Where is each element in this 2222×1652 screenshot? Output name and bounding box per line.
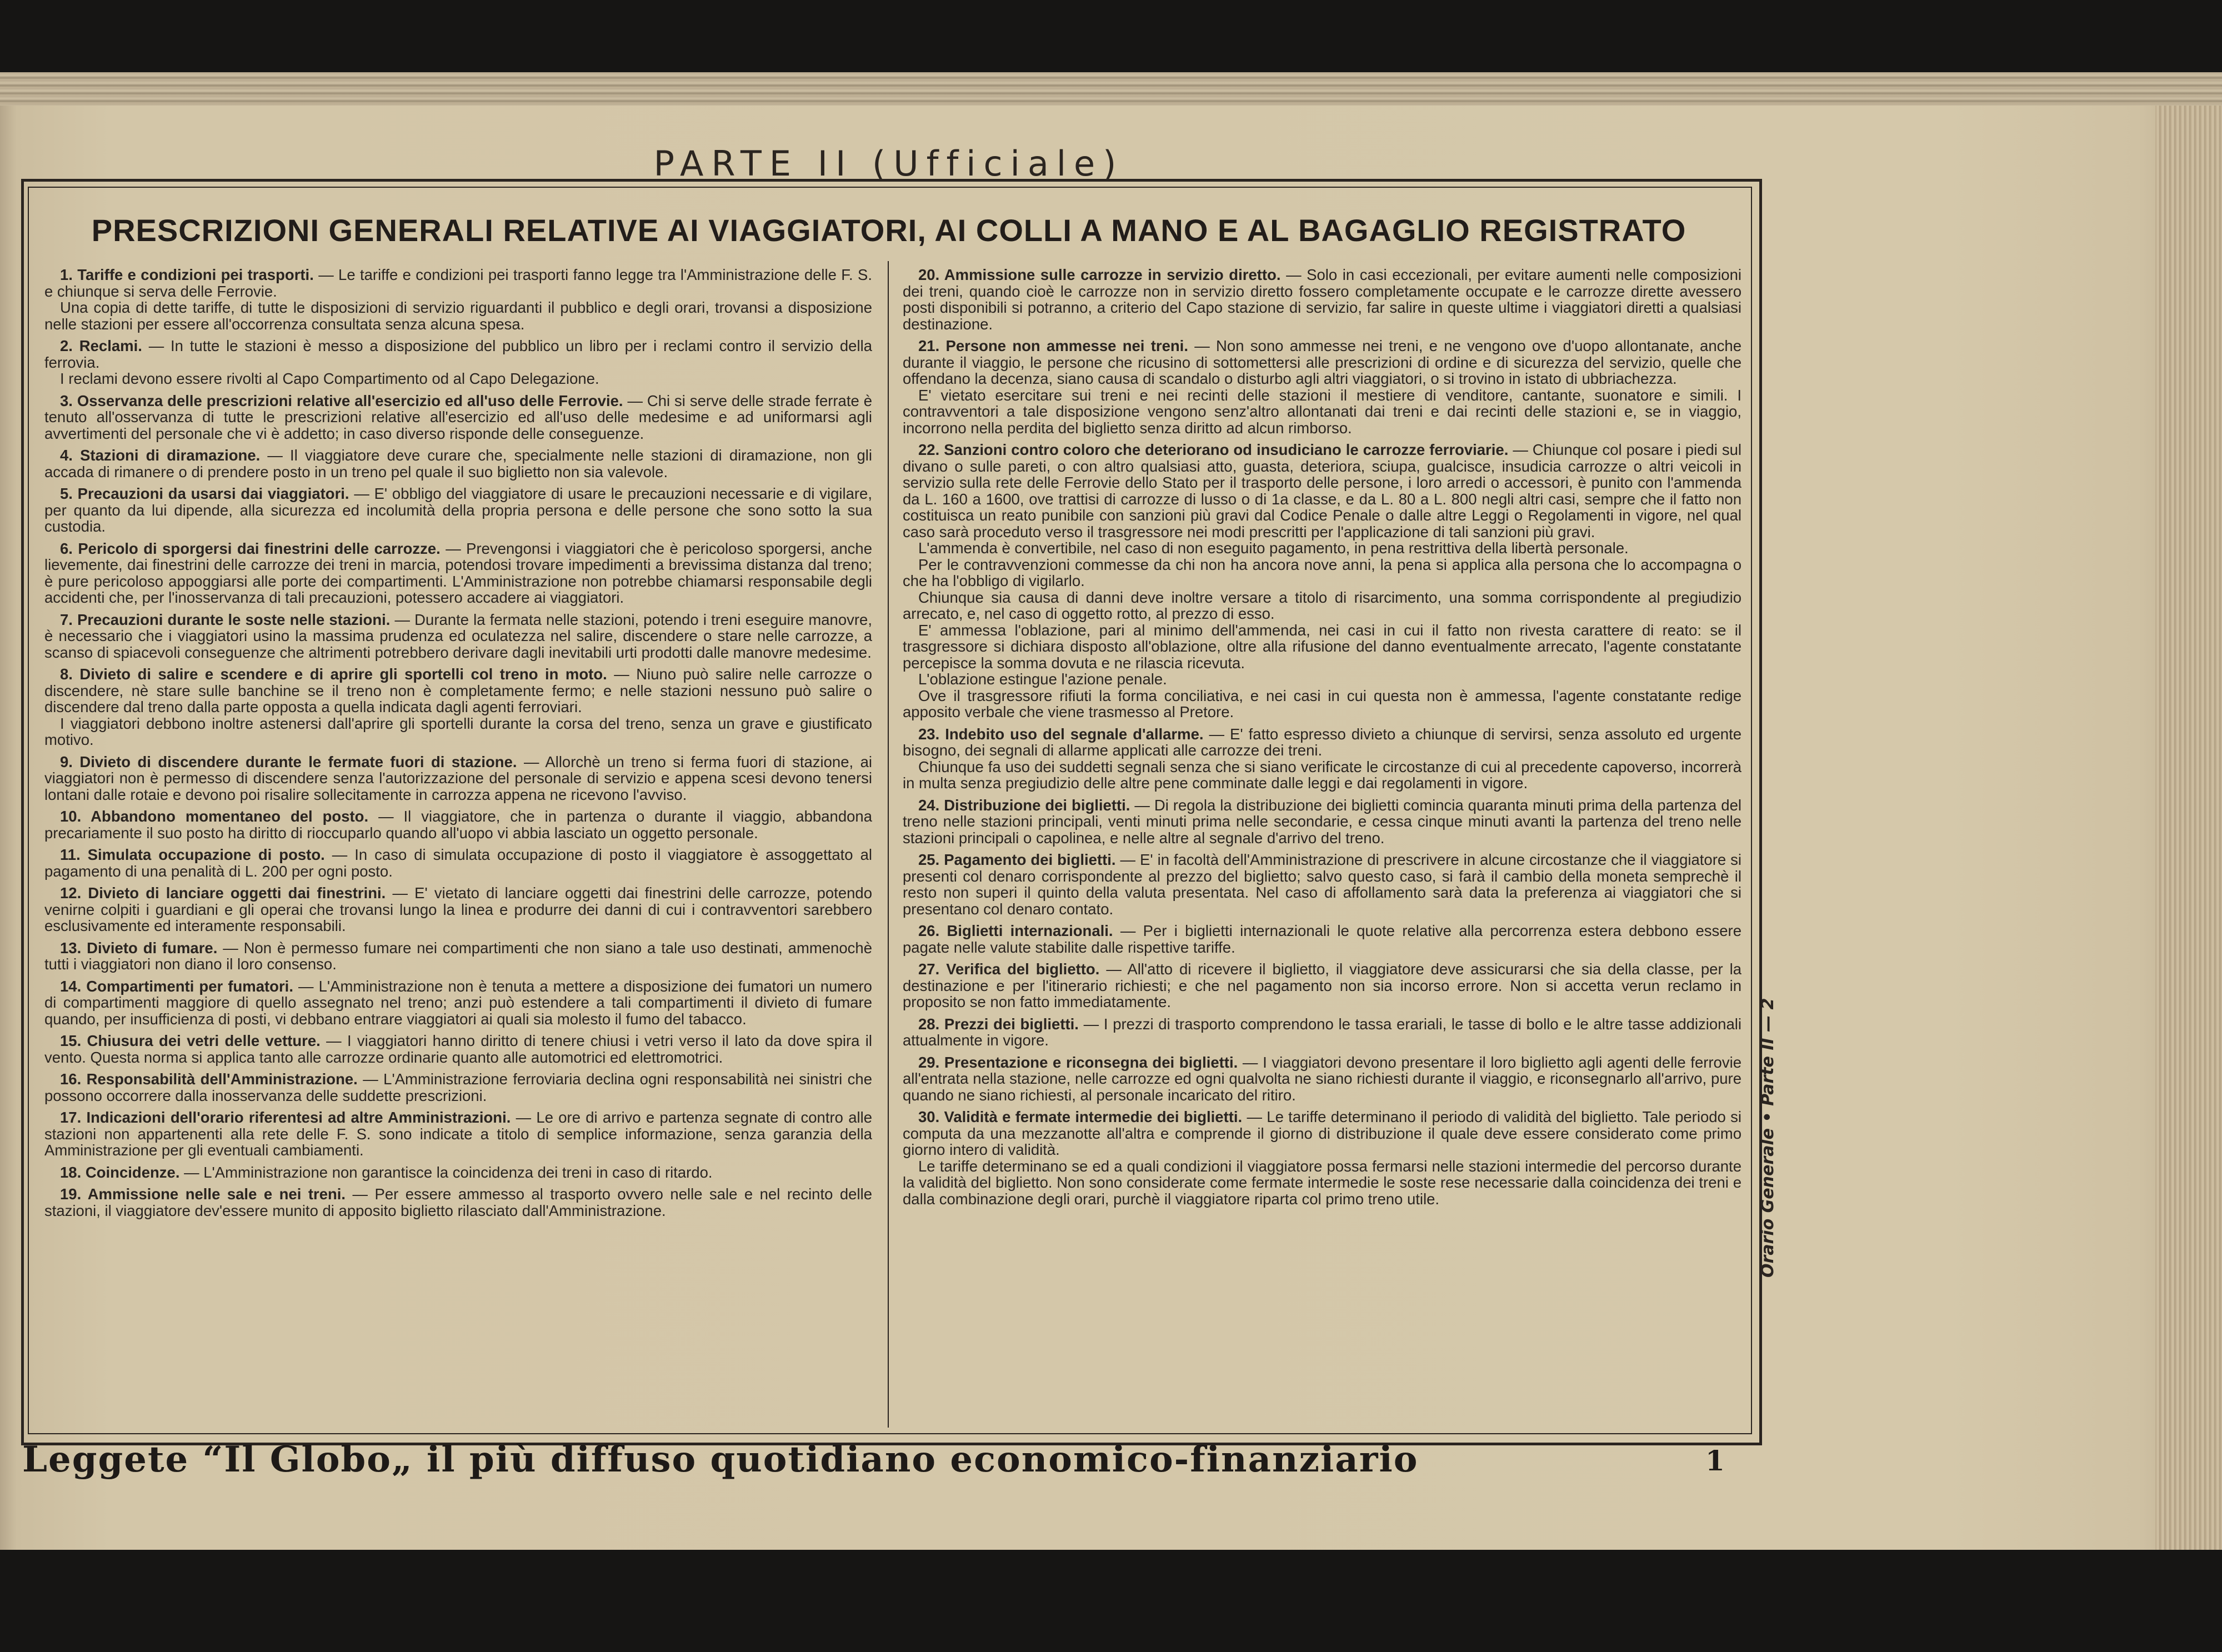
article-text: — Non è permesso fumare nei compartimenti che non siano a tale uso destinati, ammenochè tutti i viaggiatori non diano il loro consenso.	[44, 939, 872, 973]
article	[44, 754, 872, 803]
article	[44, 978, 872, 1028]
article-text: — L'Amministrazione non garantisce la coincidenza dei treni in caso di ritardo.	[179, 1163, 713, 1181]
article-paragraph: I viaggiatori debbono inoltre astenersi dall'aprire gli sportelli durante la corsa del treno, senza un grave e giustificato motivo.	[44, 714, 872, 748]
article-heading: 9. Divieto di discendere durante le fermate fuori di stazione.	[60, 753, 517, 770]
footer-advertisement: Leggete “Il Globo„ il più diffuso quotidiano economico-finanziario	[22, 1439, 1419, 1480]
article	[44, 885, 872, 934]
article-text: — I viaggiatori devono presentare il loro biglietto agli agenti delle ferrovie all'entrata nella stazione, nelle carrozze ed ogni qualvolta ne siano richiesti durante il viaggio, e riconsegnarlo all'arrivo, pure quando ne siano richiesti, al personale incaricato del ritiro.	[903, 1053, 1741, 1104]
article-text: — Non sono ammesse nei treni, e ne vengono ove d'uopo allontanate, anche durante il viaggio, le persone che ricusino di sottomettersi alle prescrizioni di ordine e di sicurezza del servizio, quelle che offendano la decenza, siano causa di scandalo o disturbo agli altri viaggiatori, o si trovino in istato di ubbriachezza.	[903, 337, 1741, 387]
article-text: — I viaggiatori hanno diritto di tenere chiusi i vetri verso il lato da dove spira il vento. Questa norma si applica tanto alle carrozze ordinarie quanto alle automotrici ed elettromotrici.	[44, 1032, 872, 1066]
article-heading: 5. Precauzioni da usarsi dai viaggiatori.	[60, 485, 349, 502]
article-text: — Per essere ammesso al trasporto ovvero nelle sale e nel recinto delle stazioni, il viaggiatore dev'essere munito di apposito biglietto rilasciato dall'Amministrazione.	[44, 1185, 872, 1219]
article-text: — E' in facoltà dell'Amministrazione di prescrivere in alcune circostanze che il viaggiatore si presenti col denaro corrispondente al prezzo del biglietto; salvo questo caso, si farà il cambio della moneta semprechè il resto non superi il quinto della valuta presentata. Nel caso di affollamento sarà data la preferenza ai viaggiatori che si presentano col denaro contato.	[903, 851, 1741, 918]
article-text: — Solo in casi eccezionali, per evitare aumenti nelle composizioni dei treni, quando cioè le carrozze non in servizio diretto fossero completamente occupate e le carrozze dirette avessero posti disponibili si potranno, a criterio del Capo stazione di servizio, far salire in queste ultime i viaggiatori diretti a qualsiasi destinazione.	[903, 267, 1741, 333]
article-text: — Di regola la distribuzione dei biglietti comincia quaranta minuti prima della partenza del treno nelle stazioni principali, venti minuti prima nelle secondarie, e cessa cinque minuti avanti la partenza del treno nelle stazioni principali o capolinea, e nelle altre al segnale d'arrivo del treno.	[903, 796, 1741, 847]
article-heading: 18. Coincidenze.	[60, 1163, 180, 1181]
article-heading: 16. Responsabilità dell'Amministrazione.	[60, 1070, 358, 1088]
article	[903, 1109, 1741, 1207]
section-header: PARTE II (Ufficiale)	[653, 143, 1124, 184]
article	[44, 1186, 872, 1219]
article-heading: 19. Ammissione nelle sale e nei treni.	[60, 1185, 346, 1203]
article-paragraph: E' ammessa l'oblazione, pari al minimo dell'ammenda, nei casi in cui il fatto non rivesta carattere di reato: se il trasgressore si dichiara disposto all'oblazione, oltre alla rifusione del danno eventualmente arrecato, l'agente constatante percepisce la somma dovuta e ne rilascia ricevuta.	[903, 621, 1741, 672]
article	[903, 797, 1741, 847]
background-bottom	[0, 1550, 2222, 1652]
side-running-label: Orario Generale • Parte II — 2	[1758, 998, 1778, 1278]
article-text: — Chi si serve delle strade ferrate è tenuto all'osservanza di tutte le prescrizioni relative all'esercizio ed all'uso delle medesime e ad uniformarsi agli avvertimenti del personale che vi è addetto; in caso diverso risponde delle conseguenze.	[44, 392, 872, 442]
article-text: — E' vietato di lanciare oggetti dai finestrini delle carrozze, potendo venirne colpiti i guardiani e gli operai che trovansi lungo la linea e produrre dei danni di cui i contravventori sarebbero esclusivamente ed interamente responsabili.	[44, 884, 872, 934]
article	[903, 726, 1741, 792]
article	[903, 852, 1741, 917]
article-paragraph: Una copia di dette tariffe, di tutte le disposizioni di servizio riguardanti il pubblico e degli orari, trovansi a disposizione nelle stazioni per essere all'occorrenza consultata senza alcuna spesa.	[44, 299, 872, 333]
article-heading: 15. Chiusura dei vetri delle vetture.	[60, 1032, 321, 1049]
article	[44, 485, 872, 535]
article-text: — Allorchè un treno si ferma fuori di stazione, ai viaggiatori non è permesso di discendere senza l'autorizzazione del personale di servizio e appena scesi devono tenersi lontani dalle rotaie e devono poi risalire sollecitamente in carrozza appena ne ricevono l'avviso.	[44, 753, 872, 803]
article	[44, 808, 872, 841]
article-paragraph: L'ammenda è convertibile, nel caso di non eseguito pagamento, in pena restrittiva della libertà personale.	[918, 539, 1629, 557]
article-paragraph: Chiunque fa uso dei suddetti segnali senza che si siano verificate le circostanze di cui al precedente capoverso, incorrerà in multa senza pregiudizio delle altre pene comminate dalle leggi e dai regolamenti in vigore.	[903, 758, 1741, 792]
article-heading: 3. Osservanza delle prescrizioni relative all'esercizio ed all'uso delle Ferrovie.	[60, 392, 623, 409]
article-heading: 22. Sanzioni contro coloro che deteriorano od insudiciano le carrozze ferroviarie.	[918, 441, 1509, 458]
article	[903, 961, 1741, 1010]
page-number: 1	[1705, 1444, 1725, 1477]
article	[44, 447, 872, 480]
article	[44, 393, 872, 442]
article-heading: 24. Distribuzione dei biglietti.	[918, 796, 1130, 814]
article-paragraph: Ove il trasgressore rifiuti la forma conciliativa, e nei casi in cui questa non è ammessa, l'agente constatante redige apposito verbale che viene trasmesso al Pretore.	[903, 687, 1741, 720]
article-text: — I prezzi di trasporto comprendono le tassa erariali, le tasse di bollo e le altre tasse addizionali attualmente in vigore.	[903, 1015, 1741, 1049]
article	[903, 442, 1741, 720]
article-heading: 6. Pericolo di sporgersi dai finestrini delle carrozze.	[60, 539, 441, 557]
article-paragraph: Le tariffe determinano se ed a quali condizioni il viaggiatore possa fermarsi nelle stazioni intermedie del percorso durante la validità del biglietto. Non sono considerate come fermate intermedie le soste rese necessarie dalla coincidenza dei treni e dalla combinazione degli orari, purchè il viaggiatore riparta col primo treno utile.	[903, 1157, 1741, 1208]
article-paragraph: Per le contravvenzioni commesse da chi non ha ancora nove anni, la pena si applica alla persona che lo accompagna o che ha l'obbligo di vigilarlo.	[903, 555, 1741, 589]
article-heading: 7. Precauzioni durante le soste nelle stazioni.	[60, 610, 391, 628]
article-text: — Le ore di arrivo e partenza segnate di contro alle stazioni non appartenenti alla rete delle F. S. sono indicate a titolo di semplice informazione, senza garanzia della Amministrazione per gli eventuali cambiamenti.	[44, 1109, 872, 1159]
article-heading: 28. Prezzi dei biglietti.	[918, 1015, 1079, 1033]
article-heading: 20. Ammissione sulle carrozze in servizio diretto.	[918, 267, 1281, 283]
article-heading: 23. Indebito uso del segnale d'allarme.	[918, 725, 1204, 743]
document-title: PRESCRIZIONI GENERALI RELATIVE AI VIAGGIATORI, AI COLLI A MANO E AL BAGAGLIO REGISTRATO	[91, 213, 1686, 248]
article-text: — E' obbligo del viaggiatore di usare le precauzioni necessarie e di vigilare, per quanto da lui dipende, alla sicurezza ed incolumità della propria persona e delle persone che sono sotto la sua custodia.	[44, 485, 872, 535]
article-paragraph: I reclami devono essere rivolti al Capo Compartimento od al Capo Delegazione.	[60, 370, 599, 387]
article-text: — Durante la fermata nelle stazioni, potendo i treni eseguire manovre, è necessario che i viaggiatori usino la massima prudenza ed oculatezza nel salire, discendere o stare nelle carrozze, a scanso di spiacevoli conseguenze che altrimenti potrebbero derivare dagli inevitabili urti prodotti dalle manovre medesime.	[44, 610, 872, 661]
article-text: — Il viaggiatore, che in partenza o durante il viaggio, abbandona precariamente il suo posto ha diritto di rioccuparlo quando all'uopo vi abbia lasciato un oggetto personale.	[44, 808, 872, 842]
article-text: — Chiunque col posare i piedi sul divano o sulle pareti, o con altro qualsiasi atto, guasta, deteriora, sciupa, gualcisce, insudicia carrozze o altri veicoli in servizio sulla rete delle Ferrovie dello Stato per il trasporto delle persone, i loro arredi o accessori, è punito con l'ammenda da L. 160 a 1600, ove trattisi di carrozze di lusso o di 1a classe, e da L. 80 a L. 800 negli altri casi, sempre che il fatto non costituisca un reato punibile con sanzioni più gravi dal Codice Penale o dalle altre Leggi o Regolamenti in vigore, nel qual caso sarà proceduto verso il trasgressore nei modi prescritti per l'applicazione di tali sanzioni più gravi.	[903, 441, 1741, 540]
book-right-edge	[2155, 106, 2222, 1550]
article	[44, 1071, 872, 1104]
article-text: — All'atto di ricevere il biglietto, il viaggiatore deve assicurarsi che sia della classe, per la destinazione e per l'itinerario richiesti; e che nel pagamento non sia incorso errore. Non si accetta verun reclamo in proposito se non fatto immediatamente.	[903, 960, 1741, 1010]
column-divider	[888, 261, 889, 1428]
article-heading: 12. Divieto di lanciare oggetti dai finestrini.	[60, 884, 386, 902]
article	[903, 1016, 1741, 1049]
article-heading: 29. Presentazione e riconsegna dei biglietti.	[918, 1053, 1238, 1071]
article	[44, 1109, 872, 1159]
article-heading: 8. Divieto di salire e scendere e di aprire gli sportelli col treno in moto.	[60, 665, 607, 683]
article	[44, 666, 872, 748]
right-column	[903, 267, 1741, 1433]
article-paragraph: E' vietato esercitare sui treni e nei recinti delle stazioni il mestiere di venditore, cantante, suonatore e simili. I contravventori a tale disposizione vengono senz'altro allontanati dai treni e dai recinti delle stazioni e, se in viaggio, incorrono nella perdita del biglietto senza diritto ad alcun rimborso.	[903, 386, 1741, 437]
article-heading: 10. Abbandono momentaneo del posto.	[60, 808, 369, 825]
article-text: — Per i biglietti internazionali le quote relative alla percorrenza estera debbono essere pagate nelle valute stabilite dalle rispettive tariffe.	[903, 922, 1741, 956]
article	[44, 540, 872, 606]
article-text: — Prevengonsi i viaggiatori che è pericoloso sporgersi, anche lievemente, dai finestrini delle carrozze dei treni in marcia, potendosi trovare impedimenti a brevissima distanza dal treno; è pure pericoloso appoggiarsi alle porte dei compartimenti. L'Amministrazione non potrebbe chiamarsi responsabile degli accidenti che, per l'inosservanza di tali precauzioni, potessero accadere ai viaggiatori.	[44, 539, 872, 606]
article	[44, 1033, 872, 1065]
article	[44, 940, 872, 973]
article-heading: 25. Pagamento dei biglietti.	[918, 851, 1116, 868]
article-heading: 1. Tariffe e condizioni pei trasporti.	[60, 267, 314, 283]
article-heading: 21. Persone non ammesse nei treni.	[918, 337, 1188, 354]
article-heading: 4. Stazioni di diramazione.	[60, 447, 261, 464]
article-heading: 27. Verifica del biglietto.	[918, 960, 1100, 978]
article-text: — In caso di simulata occupazione di posto il viaggiatore è assoggettato al pagamento di una penalità di L. 200 per ogni posto.	[44, 846, 872, 880]
article	[44, 612, 872, 661]
article	[903, 923, 1741, 955]
article-text: — L'Amministrazione non è tenuta a mettere a disposizione dei fumatori un numero di compartimenti maggiore di quello assegnato nel treno; anzi può estendere a tali compartimenti il divieto di fumare quando, per insufficienza di posti, vi debbano entrare viaggiatori ai quali sia molesto il fumo del tabacco.	[44, 977, 872, 1028]
background-top	[0, 0, 2222, 72]
article-text: — In tutte le stazioni è messo a disposizione del pubblico un libro per i reclami contro il servizio della ferrovia.	[44, 337, 872, 371]
article-text: — E' fatto espresso divieto a chiunque di servirsi, senza assoluto ed urgente bisogno, dei segnali di allarme applicati alle carrozze dei treni.	[903, 725, 1741, 759]
article-heading: 17. Indicazioni dell'orario riferentesi ad altre Amministrazioni.	[60, 1109, 511, 1126]
article-paragraph: Chiunque sia causa di danni deve inoltre versare a titolo di risarcimento, una somma corrispondente al pregiudizio arrecato, e, nel caso di oggetto rotto, al prezzo di esso.	[903, 588, 1741, 622]
article-heading: 13. Divieto di fumare.	[60, 939, 218, 957]
article	[903, 267, 1741, 332]
article	[44, 1164, 872, 1181]
article-heading: 14. Compartimenti per fumatori.	[60, 977, 293, 995]
article-heading: 26. Biglietti internazionali.	[918, 922, 1113, 939]
article-heading: 11. Simulata occupazione di posto.	[60, 846, 325, 863]
article	[44, 338, 872, 387]
article-text: — Niuno può salire nelle carrozze o discendere, nè stare sulle banchine se il treno non è completamente fermo; e nelle stazioni nessuno può salire o discendere dal treno dalla parte opposta a quella indicata dagli agenti ferroviari.	[44, 665, 872, 715]
article-heading: 2. Reclami.	[60, 337, 142, 354]
article-text: — Le tariffe determinano il periodo di validità del biglietto. Tale periodo si computa da una mezzanotte all'altra e comprende il giorno di distribuzione il quale deve essere considerato come primo giorno intero di validità.	[903, 1108, 1741, 1158]
article-text: — L'Amministrazione ferroviaria declina ogni responsabilità nei sinistri che possono occorrere dalla inosservanza delle suddette prescrizioni.	[44, 1070, 872, 1104]
article	[903, 1054, 1741, 1104]
left-column	[44, 267, 872, 1433]
article-paragraph: L'oblazione estingue l'azione penale.	[918, 670, 1167, 688]
article-heading: 30. Validità e fermate intermedie dei biglietti.	[918, 1108, 1243, 1125]
article-text: — Le tariffe e condizioni pei trasporti fanno legge tra l'Amministrazione delle F. S. e chiunque si serva delle Ferrovie.	[44, 267, 872, 300]
article	[44, 267, 872, 332]
article	[903, 338, 1741, 436]
article	[44, 847, 872, 879]
article-text: — Il viaggiatore deve curare che, specialmente nelle stazioni di diramazione, non gli accada di rimanere o di prendere posto in un treno pel quale il suo biglietto non sia valevole.	[44, 447, 872, 480]
